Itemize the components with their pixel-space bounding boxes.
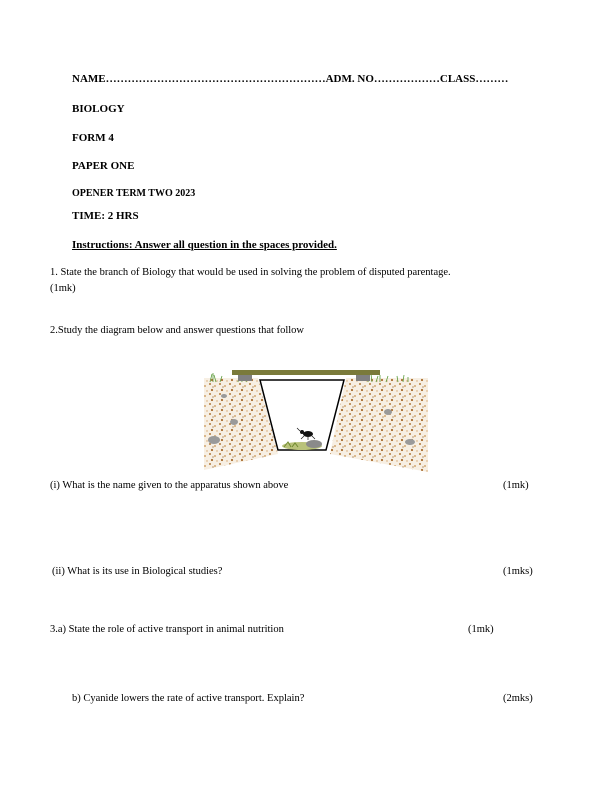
- instructions: Instructions: Answer all question in the spaces provided.: [72, 239, 337, 251]
- time-allowed: TIME: 2 HRS: [72, 210, 139, 222]
- question-2ii-text: (ii) What is its use in Biological studies?: [52, 566, 223, 577]
- question-2ii-marks: (1mks): [503, 566, 533, 577]
- question-3a-marks: (1mk): [468, 624, 494, 635]
- subject-title: BIOLOGY: [72, 103, 125, 115]
- cover-board: [232, 370, 380, 375]
- question-3a-text: 3.a) State the role of active transport in animal nutrition: [50, 624, 284, 635]
- question-3b-marks: (2mks): [503, 693, 533, 704]
- question-1-text: 1. State the branch of Biology that would be used in solving the problem of disputed parentage.: [50, 267, 451, 278]
- name-adm-class-line: NAME……………………………………………………ADM. NO………………CLASS………: [72, 73, 509, 85]
- exam-title: OPENER TERM TWO 2023: [72, 188, 196, 199]
- question-1-marks: (1mk): [50, 283, 76, 294]
- form-title: FORM 4: [72, 132, 114, 144]
- question-3b-text: b) Cyanide lowers the rate of active transport. Explain?: [72, 693, 305, 704]
- soil-right: [330, 378, 428, 472]
- support-stone-left: [238, 375, 252, 381]
- pitfall-trap-diagram-icon: [198, 352, 432, 482]
- question-2i-marks: (1mk): [503, 480, 529, 491]
- paper-title: PAPER ONE: [72, 160, 135, 172]
- support-stone-right: [356, 375, 370, 381]
- question-2-intro: 2.Study the diagram below and answer questions that follow: [50, 325, 304, 336]
- question-2i-text: (i) What is the name given to the apparatus shown above: [50, 480, 289, 491]
